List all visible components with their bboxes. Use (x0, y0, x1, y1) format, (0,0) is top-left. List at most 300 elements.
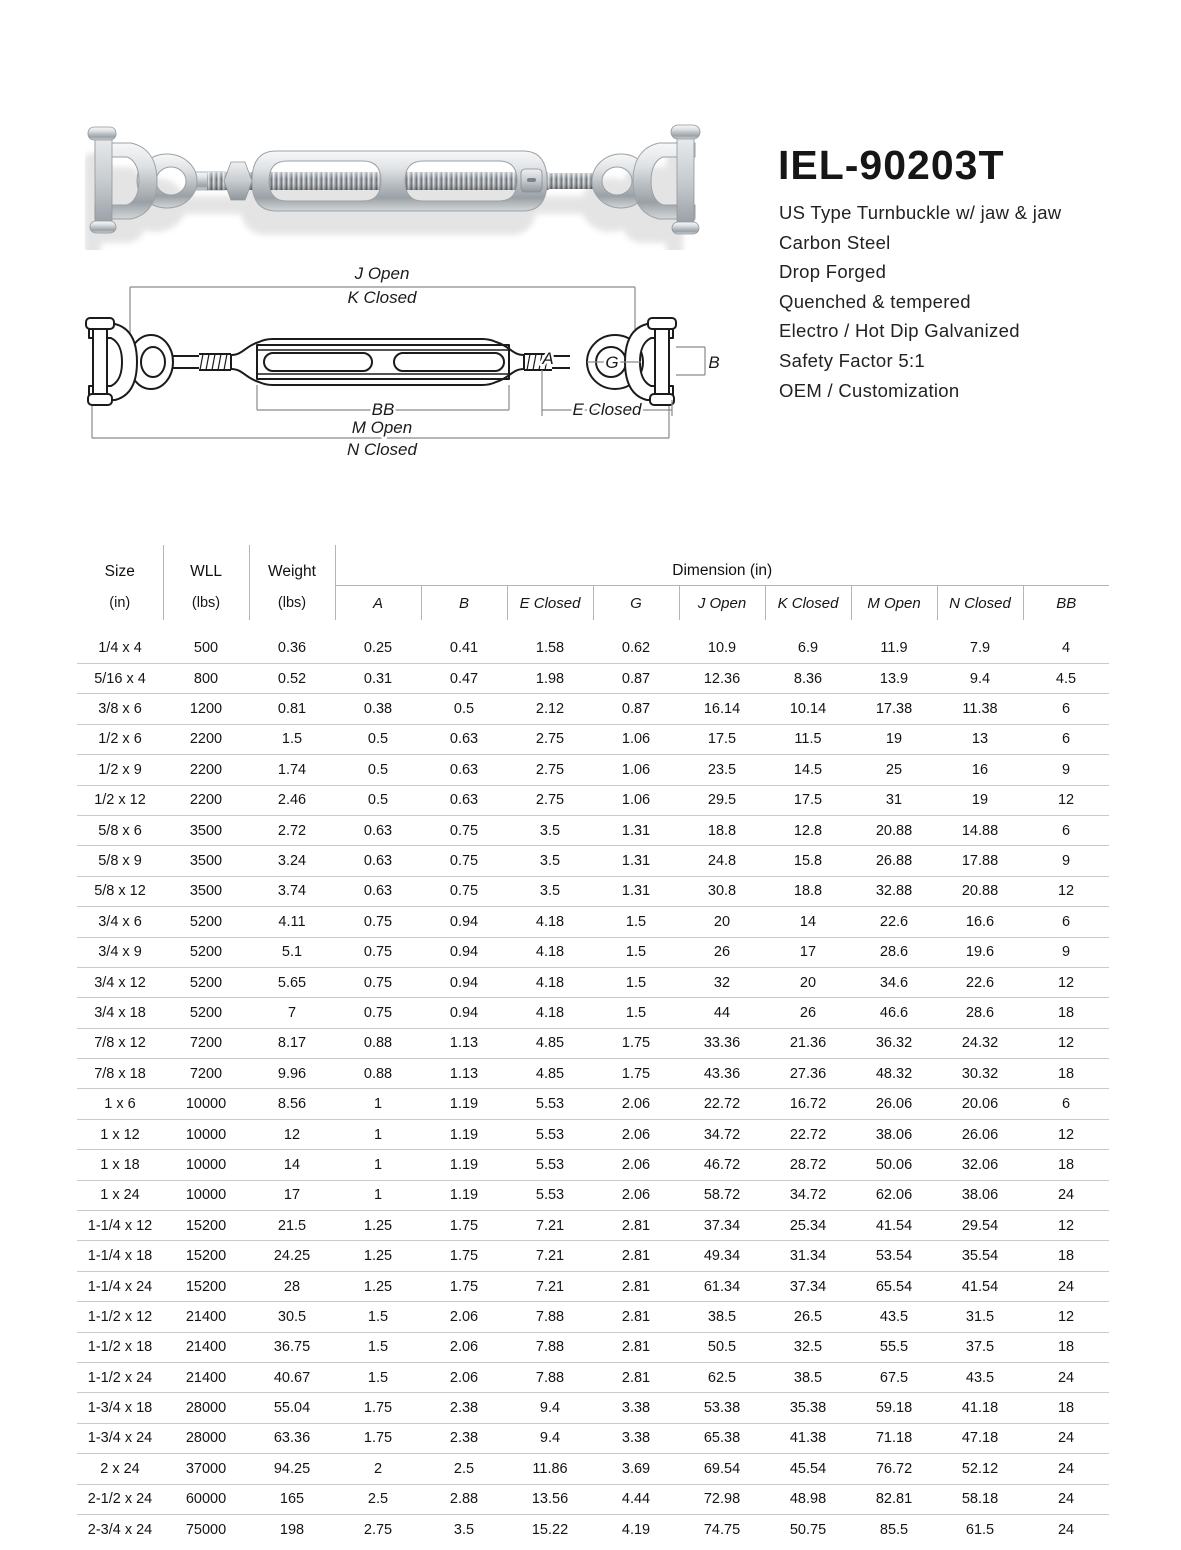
table-cell: 50.06 (851, 1150, 937, 1180)
table-row (77, 620, 1109, 664)
table-cell: 6 (1023, 694, 1109, 724)
table-cell: 25 (851, 755, 937, 785)
table-cell: 12 (249, 1119, 335, 1149)
table-cell: 0.87 (593, 664, 679, 694)
diagram-label-g: G (605, 353, 619, 372)
table-cell: 36.75 (249, 1332, 335, 1362)
table-cell: 69.54 (679, 1454, 765, 1484)
table-cell: 1.75 (593, 1059, 679, 1089)
table-cell: 85.5 (879, 1521, 909, 1538)
table-row (77, 1119, 1109, 1149)
table-cell: 27.36 (765, 1059, 851, 1089)
table-cell: 46.72 (679, 1150, 765, 1180)
table-cell: 53.38 (679, 1393, 765, 1423)
table-cell: 1/4 x 4 (77, 620, 163, 664)
table-cell: 10000 (163, 1119, 249, 1149)
table-cell: 3/4 x 12 (77, 967, 163, 997)
table-cell: 2.46 (249, 785, 335, 815)
table-cell: 1 (335, 1150, 421, 1180)
table-cell: 1/2 x 12 (77, 785, 163, 815)
table-cell: 26.06 (937, 1119, 1023, 1149)
table-cell: 1.13 (421, 1028, 507, 1058)
table-cell: 10.14 (765, 694, 851, 724)
feature-line: US Type Turnbuckle w/ jaw & jaw (779, 202, 1062, 223)
table-cell: 1.5 (335, 1332, 421, 1362)
table-cell: 26 (679, 937, 765, 967)
table-cell: 0.5 (421, 694, 507, 724)
table-row (77, 1241, 1109, 1271)
table-cell: 1-1/2 x 24 (77, 1362, 163, 1392)
feature-line: Drop Forged (779, 261, 887, 283)
table-cell: 1/2 x 6 (77, 724, 163, 754)
table-cell: 1 x 12 (77, 1119, 163, 1149)
table-cell: 38.06 (937, 1180, 1023, 1210)
col-header-dim-n-closed: N Closed (937, 586, 1023, 621)
table-cell: 4.5 (1023, 664, 1109, 694)
table-cell: 2200 (163, 785, 249, 815)
diagram-label-bb: BB (371, 400, 395, 419)
table-cell: 30.8 (679, 876, 765, 906)
table-cell: 20.88 (937, 876, 1023, 906)
table-cell: 19 (851, 724, 937, 754)
table-cell: 16.6 (937, 907, 1023, 937)
table-cell: 0.75 (421, 876, 507, 906)
table-cell: 0.5 (335, 755, 421, 785)
table-cell: 12.8 (765, 815, 851, 845)
table-cell: 7.88 (507, 1302, 593, 1332)
turnbuckle-photo-graphic (85, 115, 705, 250)
table-cell: 0.63 (335, 876, 421, 906)
table-cell: 18 (1023, 1059, 1109, 1089)
table-cell: 10.9 (679, 620, 765, 664)
table-cell: 12 (1023, 1028, 1109, 1058)
table-cell: 38.06 (851, 1119, 937, 1149)
table-cell: 5.53 (507, 1089, 593, 1119)
table-cell: 26.06 (851, 1089, 937, 1119)
table-cell: 1-3/4 x 18 (77, 1393, 163, 1423)
table-cell: 72.98 (679, 1484, 765, 1514)
table-cell: 8.56 (249, 1089, 335, 1119)
table-cell: 1.5 (335, 1302, 421, 1332)
table-cell: 5200 (163, 907, 249, 937)
table-row (77, 1180, 1109, 1210)
table-cell: 24 (1057, 1521, 1075, 1538)
col-header-dim-g: G (593, 586, 679, 621)
table-cell: 2.12 (507, 694, 593, 724)
table-cell: 800 (163, 664, 249, 694)
table-row (77, 1211, 1109, 1241)
table-cell: 1.06 (593, 755, 679, 785)
table-cell: 47.18 (937, 1423, 1023, 1453)
table-cell: 46.6 (851, 998, 937, 1028)
table-cell: 0.63 (421, 785, 507, 815)
table-cell: 198 (279, 1521, 305, 1538)
table-cell: 500 (163, 620, 249, 664)
table-cell: 63.36 (249, 1423, 335, 1453)
table-cell: 34.6 (851, 967, 937, 997)
table-cell: 35.54 (937, 1241, 1023, 1271)
table-cell: 55.04 (249, 1393, 335, 1423)
table-cell: 48.32 (851, 1059, 937, 1089)
table-cell: 0.38 (335, 694, 421, 724)
table-cell: 21.5 (249, 1211, 335, 1241)
table-cell: 2-1/2 x 24 (77, 1484, 163, 1514)
product-feature-list (779, 198, 1061, 405)
table-cell: 67.5 (851, 1362, 937, 1392)
table-row (77, 937, 1109, 967)
table-cell: 28.6 (937, 998, 1023, 1028)
table-cell: 5200 (163, 937, 249, 967)
table-cell: 30.32 (937, 1059, 1023, 1089)
table-cell: 32.88 (851, 876, 937, 906)
table-cell: 4.18 (507, 907, 593, 937)
table-row (77, 1332, 1109, 1362)
table-cell: 1.75 (421, 1271, 507, 1301)
table-cell: 23.5 (679, 755, 765, 785)
table-cell: 0.5 (335, 724, 421, 754)
table-cell: 34.72 (679, 1119, 765, 1149)
table-cell: 1.31 (593, 876, 679, 906)
table-row (77, 1150, 1109, 1180)
table-cell: 15200 (163, 1211, 249, 1241)
table-cell: 29.5 (679, 785, 765, 815)
table-cell: 0.94 (421, 907, 507, 937)
table-cell: 1.25 (335, 1241, 421, 1271)
table-cell: 1.75 (421, 1241, 507, 1271)
table-row (77, 694, 1109, 724)
table-cell: 31 (851, 785, 937, 815)
table-cell: 55.5 (851, 1332, 937, 1362)
table-cell: 3/4 x 18 (77, 998, 163, 1028)
table-cell: 18 (1023, 1332, 1109, 1362)
table-cell: 32.5 (765, 1332, 851, 1362)
table-header-row-units (77, 586, 1109, 621)
table-row (77, 998, 1109, 1028)
table-cell: 4.85 (507, 1059, 593, 1089)
col-header-dim-j-open: J Open (679, 586, 765, 621)
table-cell: 1.5 (593, 998, 679, 1028)
table-cell: 94.25 (249, 1454, 335, 1484)
table-cell: 1.31 (593, 815, 679, 845)
table-cell: 17 (249, 1180, 335, 1210)
table-cell: 3.5 (507, 815, 593, 845)
table-cell: 53.54 (851, 1241, 937, 1271)
table-cell: 2.81 (593, 1302, 679, 1332)
table-cell: 14 (249, 1150, 335, 1180)
table-cell: 37000 (163, 1454, 249, 1484)
table-cell: 2.88 (421, 1484, 507, 1514)
table-cell: 61.5 (965, 1521, 995, 1538)
table-cell: 6 (1023, 1089, 1109, 1119)
product-photo (85, 115, 705, 250)
table-cell: 22.6 (937, 967, 1023, 997)
table-cell: 31.5 (937, 1302, 1023, 1332)
table-cell: 17.5 (765, 785, 851, 815)
table-cell: 2.81 (593, 1362, 679, 1392)
table-cell: 1 (335, 1180, 421, 1210)
diagram-label-m-open: M Open (351, 418, 413, 437)
table-cell: 0.94 (421, 967, 507, 997)
table-cell: 4.19 (621, 1521, 651, 1538)
table-header-row-groups (77, 545, 1109, 586)
table-cell: 0.75 (421, 815, 507, 845)
table-row (77, 1089, 1109, 1119)
table-cell: 2200 (163, 755, 249, 785)
table-cell: 6 (1023, 724, 1109, 754)
table-cell: 22.6 (851, 907, 937, 937)
table-cell: 1 x 24 (77, 1180, 163, 1210)
table-cell: 1-3/4 x 24 (77, 1423, 163, 1453)
table-cell: 82.81 (851, 1484, 937, 1514)
table-row (77, 967, 1109, 997)
table-cell: 9.4 (507, 1423, 593, 1453)
table-cell: 0.31 (335, 664, 421, 694)
table-cell: 2.06 (593, 1119, 679, 1149)
table-cell: 25.34 (765, 1211, 851, 1241)
table-cell: 4.44 (593, 1484, 679, 1514)
table-cell: 9 (1023, 937, 1109, 967)
table-cell: 0.63 (335, 815, 421, 845)
table-cell: 24.8 (679, 846, 765, 876)
table-cell: 0.41 (421, 620, 507, 664)
table-cell: 1-1/2 x 12 (77, 1302, 163, 1332)
table-cell: 26.5 (765, 1302, 851, 1332)
table-cell: 8.36 (765, 664, 851, 694)
table-cell: 24 (1023, 1271, 1109, 1301)
table-cell: 2.72 (249, 815, 335, 845)
table-cell: 4.11 (249, 907, 335, 937)
table-cell: 37.34 (679, 1211, 765, 1241)
table-cell: 21400 (163, 1332, 249, 1362)
diagram-label-b: B (708, 353, 720, 372)
table-cell: 48.98 (765, 1484, 851, 1514)
table-cell: 2.5 (335, 1484, 421, 1514)
table-cell: 41.54 (851, 1211, 937, 1241)
table-cell: 12 (1023, 1302, 1109, 1332)
table-cell: 17 (765, 937, 851, 967)
table-cell: 0.75 (421, 846, 507, 876)
table-cell: 35.38 (765, 1393, 851, 1423)
table-cell: 12 (1023, 876, 1109, 906)
table-cell: 16 (937, 755, 1023, 785)
table-cell: 31.34 (765, 1241, 851, 1271)
table-cell: 10000 (163, 1150, 249, 1180)
table-cell: 59.18 (851, 1393, 937, 1423)
table-cell: 62.06 (851, 1180, 937, 1210)
table-row (77, 1059, 1109, 1089)
table-cell: 3500 (163, 846, 249, 876)
table-cell: 2200 (163, 724, 249, 754)
table-cell: 2.06 (421, 1362, 507, 1392)
table-cell: 10000 (163, 1180, 249, 1210)
table-cell: 19 (937, 785, 1023, 815)
table-cell: 1.13 (421, 1059, 507, 1089)
table-cell: 20.06 (937, 1089, 1023, 1119)
table-row (77, 664, 1109, 694)
table-cell: 1.5 (249, 724, 335, 754)
table-cell: 16.14 (679, 694, 765, 724)
table-cell: 11.86 (507, 1454, 593, 1484)
table-cell: 0.5 (335, 785, 421, 815)
table-cell: 7.21 (507, 1271, 593, 1301)
table-cell: 6.9 (765, 620, 851, 664)
diagram-label-e-closed: E Closed (572, 400, 642, 419)
table-cell: 36.32 (851, 1028, 937, 1058)
table-cell: 40.67 (249, 1362, 335, 1392)
table-cell: 22.72 (765, 1119, 851, 1149)
table-cell: 1 x 6 (77, 1089, 163, 1119)
table-cell: 165 (249, 1484, 335, 1514)
table-cell: 43.5 (937, 1362, 1023, 1392)
table-cell: 26 (765, 998, 851, 1028)
table-cell: 3.74 (249, 876, 335, 906)
table-cell: 3.24 (249, 846, 335, 876)
table-cell: 9.96 (249, 1059, 335, 1089)
table-cell: 33.36 (679, 1028, 765, 1058)
table-cell: 0.75 (335, 937, 421, 967)
table-cell: 2.38 (421, 1423, 507, 1453)
table-cell: 65.54 (851, 1271, 937, 1301)
table-cell: 19.6 (937, 937, 1023, 967)
table-cell: 41.18 (937, 1393, 1023, 1423)
table-cell: 1.06 (593, 785, 679, 815)
table-cell: 0.52 (249, 664, 335, 694)
table-cell: 15200 (163, 1241, 249, 1271)
table-cell: 5/8 x 6 (77, 815, 163, 845)
table-cell: 76.72 (851, 1454, 937, 1484)
table-cell: 22.72 (679, 1089, 765, 1119)
table-cell: 52.12 (937, 1454, 1023, 1484)
table-cell: 58.72 (679, 1180, 765, 1210)
table-cell: 11.9 (851, 620, 937, 664)
table-cell: 18 (1023, 1241, 1109, 1271)
table-cell: 0.94 (421, 998, 507, 1028)
table-cell: 60000 (163, 1484, 249, 1514)
table-cell: 1 x 18 (77, 1150, 163, 1180)
table-cell: 43.5 (851, 1302, 937, 1332)
table-cell: 4.18 (507, 998, 593, 1028)
table-cell: 1.75 (593, 1028, 679, 1058)
table-cell: 2.06 (593, 1150, 679, 1180)
table-cell: 20 (765, 967, 851, 997)
table-cell: 5/8 x 12 (77, 876, 163, 906)
table-cell: 1.75 (421, 1211, 507, 1241)
table-row (77, 1393, 1109, 1423)
table-row (77, 1271, 1109, 1301)
table-row (77, 785, 1109, 815)
table-cell: 5.65 (249, 967, 335, 997)
table-cell: 18 (1023, 1150, 1109, 1180)
table-cell: 1.5 (593, 907, 679, 937)
table-cell: 32.06 (937, 1150, 1023, 1180)
table-cell: 7.9 (937, 620, 1023, 664)
table-cell: 49.34 (679, 1241, 765, 1271)
table-row (77, 1302, 1109, 1332)
table-cell: 50.5 (679, 1332, 765, 1362)
table-cell: 0.75 (335, 907, 421, 937)
table-cell: 3500 (163, 815, 249, 845)
table-cell: 7.21 (507, 1211, 593, 1241)
table-cell: 12 (1023, 1119, 1109, 1149)
spec-table (77, 545, 1109, 1544)
turnbuckle-line-drawing (75, 262, 725, 462)
table-cell: 1.19 (421, 1119, 507, 1149)
col-header-size: Size (77, 545, 163, 586)
table-cell: 2.75 (507, 724, 593, 754)
col-header-wll: WLL (163, 545, 249, 586)
table-cell: 37.5 (937, 1332, 1023, 1362)
table-cell: 24.25 (249, 1241, 335, 1271)
table-cell: 0.63 (421, 724, 507, 754)
table-row (77, 1514, 1109, 1544)
table-cell: 3.5 (507, 876, 593, 906)
table-cell: 26.88 (851, 846, 937, 876)
table-cell: 2-3/4 x 24 (87, 1521, 153, 1538)
table-cell: 18.8 (765, 876, 851, 906)
feature-line: Safety Factor 5:1 (779, 349, 925, 371)
table-cell: 58.18 (937, 1484, 1023, 1514)
table-cell: 41.38 (765, 1423, 851, 1453)
table-cell: 4.85 (507, 1028, 593, 1058)
table-cell: 43.36 (679, 1059, 765, 1089)
table-cell: 18.8 (679, 815, 765, 845)
table-cell: 0.63 (421, 755, 507, 785)
table-cell: 24 (1023, 1362, 1109, 1392)
table-cell: 18 (1023, 1393, 1109, 1423)
table-cell: 9 (1023, 846, 1109, 876)
col-header-weight: Weight (249, 545, 335, 586)
table-cell: 21400 (163, 1362, 249, 1392)
table-row (77, 1423, 1109, 1453)
table-cell: 18 (1023, 998, 1109, 1028)
table-cell: 2.81 (593, 1271, 679, 1301)
table-cell: 5.53 (507, 1180, 593, 1210)
table-cell: 20 (679, 907, 765, 937)
table-row (77, 1028, 1109, 1058)
table-cell: 61.34 (679, 1271, 765, 1301)
table-cell: 17.38 (851, 694, 937, 724)
table-cell: 14.5 (765, 755, 851, 785)
table-cell: 1200 (163, 694, 249, 724)
table-cell: 2.81 (593, 1332, 679, 1362)
table-cell: 0.94 (421, 937, 507, 967)
table-cell: 62.5 (679, 1362, 765, 1392)
table-cell: 0.75 (335, 967, 421, 997)
diagram-label-n-closed: N Closed (347, 440, 417, 459)
table-cell: 7 (249, 998, 335, 1028)
table-cell: 1.75 (335, 1393, 421, 1423)
table-row (77, 1362, 1109, 1392)
table-cell: 5/16 x 4 (77, 664, 163, 694)
table-cell: 28000 (163, 1423, 249, 1453)
table-cell: 3/4 x 9 (77, 937, 163, 967)
table-cell: 4.18 (507, 937, 593, 967)
table-cell: 1.5 (593, 967, 679, 997)
col-unit-wll: (lbs) (163, 586, 249, 621)
table-cell: 13.56 (507, 1484, 593, 1514)
table-cell: 44 (679, 998, 765, 1028)
table-cell: 7/8 x 12 (77, 1028, 163, 1058)
table-cell: 2.75 (507, 755, 593, 785)
table-cell: 28000 (163, 1393, 249, 1423)
table-cell: 2.5 (421, 1454, 507, 1484)
col-header-dim-k-closed: K Closed (765, 586, 851, 621)
table-cell: 5.53 (507, 1119, 593, 1149)
table-cell: 17.88 (937, 846, 1023, 876)
table-cell: 3.38 (593, 1423, 679, 1453)
table-cell: 1.58 (507, 620, 593, 664)
table-cell: 32 (679, 967, 765, 997)
